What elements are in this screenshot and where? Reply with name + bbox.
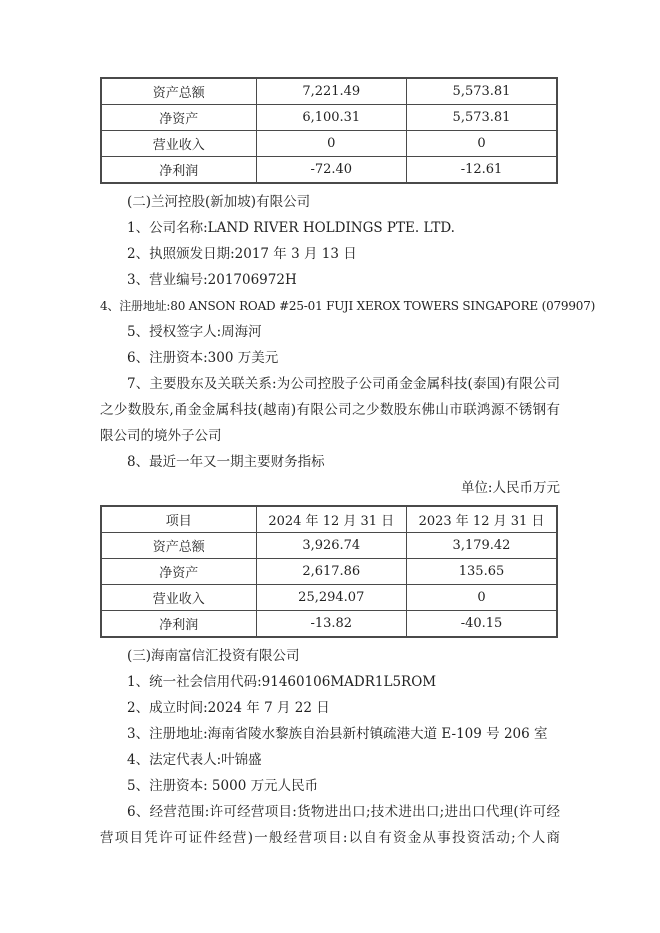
metric-label-cell: 资产总额: [101, 78, 256, 105]
unit-label: 单位:人民币万元: [460, 480, 560, 496]
financial-table-prior: [100, 77, 558, 184]
column-header: 2023 年 12 月 31 日: [407, 506, 558, 533]
value-cell: -72.40: [256, 157, 406, 184]
metric-label-cell: 净利润: [101, 157, 256, 184]
list-item: 3、营业编号:201706972H: [127, 272, 297, 288]
list-item: 1、公司名称:LAND RIVER HOLDINGS PTE. LTD.: [127, 220, 455, 236]
list-item: 3、注册地址:海南省陵水黎族自治县新村镇疏港大道 E-109 号 206 室: [127, 726, 548, 742]
value-cell: -12.61: [407, 157, 558, 184]
metric-label-cell: 营业收入: [101, 585, 256, 611]
list-item: 5、授权签字人:周海河: [127, 324, 262, 340]
metric-label-cell: 净资产: [101, 559, 256, 585]
list-item: 4、法定代表人:叶锦盛: [127, 752, 262, 768]
list-item: 2、执照颁发日期:2017 年 3 月 13 日: [127, 246, 357, 262]
table-row: [101, 559, 557, 585]
column-header: 项目: [101, 506, 256, 533]
metric-label-cell: 营业收入: [101, 131, 256, 157]
list-item: 7、主要股东及关联关系:为公司控股子公司甬金金属科技(泰国)有限公司之少数股东,甬金金属科技(越南)有限公司之少数股东佛山市联鸿源不锈钢有限公司的境外子公司: [100, 376, 560, 444]
value-cell: -13.82: [256, 611, 406, 638]
value-cell: 3,179.42: [407, 533, 558, 559]
financial-table-indicators: [100, 505, 558, 638]
table-row: [101, 131, 557, 157]
metric-label-cell: 资产总额: [101, 533, 256, 559]
list-item: 4、注册地址:80 ANSON ROAD #25-01 FUJI XEROX TOWERS SINGAPORE (079907): [100, 299, 596, 313]
list-item: 1、统一社会信用代码:91460106MADR1L5ROM: [127, 674, 437, 690]
list-item: 6、注册资本:300 万美元: [127, 350, 279, 366]
table-header-row: [101, 506, 557, 533]
value-cell: 0: [407, 131, 558, 157]
section-heading-two: (二)兰河控股(新加坡)有限公司: [127, 194, 311, 210]
column-header: 2024 年 12 月 31 日: [256, 506, 406, 533]
table-row: [101, 78, 557, 105]
value-cell: 5,573.81: [407, 105, 558, 131]
section-heading-three: (三)海南富信汇投资有限公司: [127, 648, 300, 664]
value-cell: 6,100.31: [256, 105, 406, 131]
value-cell: 5,573.81: [407, 78, 558, 105]
table-row: [101, 533, 557, 559]
value-cell: 7,221.49: [256, 78, 406, 105]
table-row: [101, 611, 557, 638]
value-cell: 3,926.74: [256, 533, 406, 559]
value-cell: 2,617.86: [256, 559, 406, 585]
value-cell: -40.15: [407, 611, 558, 638]
list-item: 8、最近一年又一期主要财务指标: [127, 454, 325, 470]
table-row: [101, 585, 557, 611]
list-item: 6、经营范围:许可经营项目:货物进出口;技术进出口;进出口代理(许可经营项目凭许可证件经营)一般经营项目:以自有资金从事投资活动;个人商: [100, 804, 560, 846]
metric-label-cell: 净资产: [101, 105, 256, 131]
value-cell: 0: [407, 585, 558, 611]
table-row: [101, 157, 557, 184]
list-item: 2、成立时间:2024 年 7 月 22 日: [127, 700, 330, 716]
value-cell: 135.65: [407, 559, 558, 585]
list-item: 5、注册资本: 5000 万元人民币: [127, 778, 319, 794]
value-cell: 25,294.07: [256, 585, 406, 611]
table-row: [101, 105, 557, 131]
metric-label-cell: 净利润: [101, 611, 256, 638]
value-cell: 0: [256, 131, 406, 157]
